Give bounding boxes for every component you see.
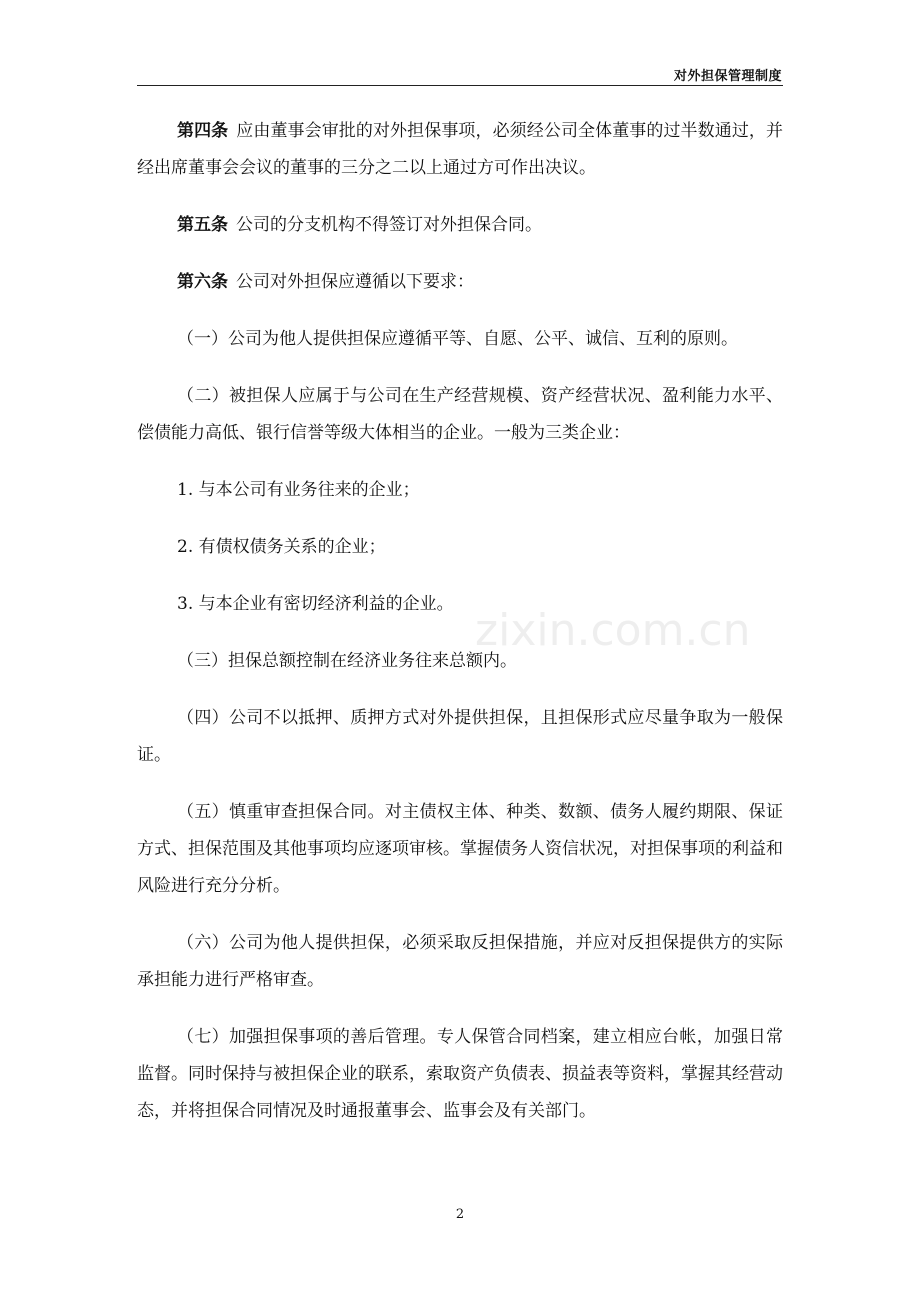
article-text: 公司的分支机构不得签订对外担保合同。 [236,215,542,235]
clause-7 [137,1019,783,1130]
article-label: 第四条 [177,121,229,141]
clause-text: （三）担保总额控制在经济业务往来总额内。 [177,651,517,671]
page-number: 2 [455,1207,465,1222]
article-text: 公司对外担保应遵循以下要求： [236,272,474,292]
clause-2 [137,378,783,452]
list-item-text: 1. 与本公司有业务往来的企业； [177,480,420,500]
article-5 [137,207,783,244]
list-item-1 [137,472,783,509]
list-item-text: 2. 有债权债务关系的企业； [177,537,386,557]
article-label: 第六条 [177,272,228,292]
document-body [137,113,783,1150]
clause-text: （四）公司不以抵押、质押方式对外提供担保，且担保形式应尽量争取为一般保证。 [137,708,783,765]
clause-text: （七）加强担保事项的善后管理。专人保管合同档案，建立相应台帐，加强日常监督。同时保持与被担保企业的联系，索取资产负债表、损益表等资料，掌握其经营动态，并将担保合同情况及时通报董事会、监事会及有关部门。 [137,1027,783,1121]
clause-4 [137,700,783,774]
header-title: 对外担保管理制度 [673,69,782,84]
article-text: 应由董事会审批的对外担保事项，必须经公司全体董事的过半数通过，并经出席董事会会议的董事的三分之二以上通过方可作出决议。 [137,121,783,178]
article-4 [137,113,783,187]
list-item-text: 3. 与本企业有密切经济利益的企业。 [177,594,454,614]
clause-5 [137,794,783,905]
watermark: zixin.com.cn [475,605,751,656]
article-6 [137,264,783,301]
list-item-2 [137,529,783,566]
header-divider [137,85,783,86]
list-item-3 [137,586,783,623]
article-label: 第五条 [177,215,228,235]
clause-text: （一）公司为他人提供担保应遵循平等、自愿、公平、诚信、互利的原则。 [177,329,738,349]
clause-text: （六）公司为他人提供担保，必须采取反担保措施，并应对反担保提供方的实际承担能力进行严格审查。 [137,933,783,990]
clause-text: （二）被担保人应属于与公司在生产经营规模、资产经营状况、盈利能力水平、偿债能力高低、银行信誉等级大体相当的企业。一般为三类企业： [137,386,783,443]
clause-text: （五）慎重审查担保合同。对主债权主体、种类、数额、债务人履约期限、保证方式、担保范围及其他事项均应逐项审核。掌握债务人资信状况，对担保事项的利益和风险进行充分分析。 [137,802,783,896]
clause-6 [137,925,783,999]
clause-1 [137,321,783,358]
clause-3 [137,643,783,680]
